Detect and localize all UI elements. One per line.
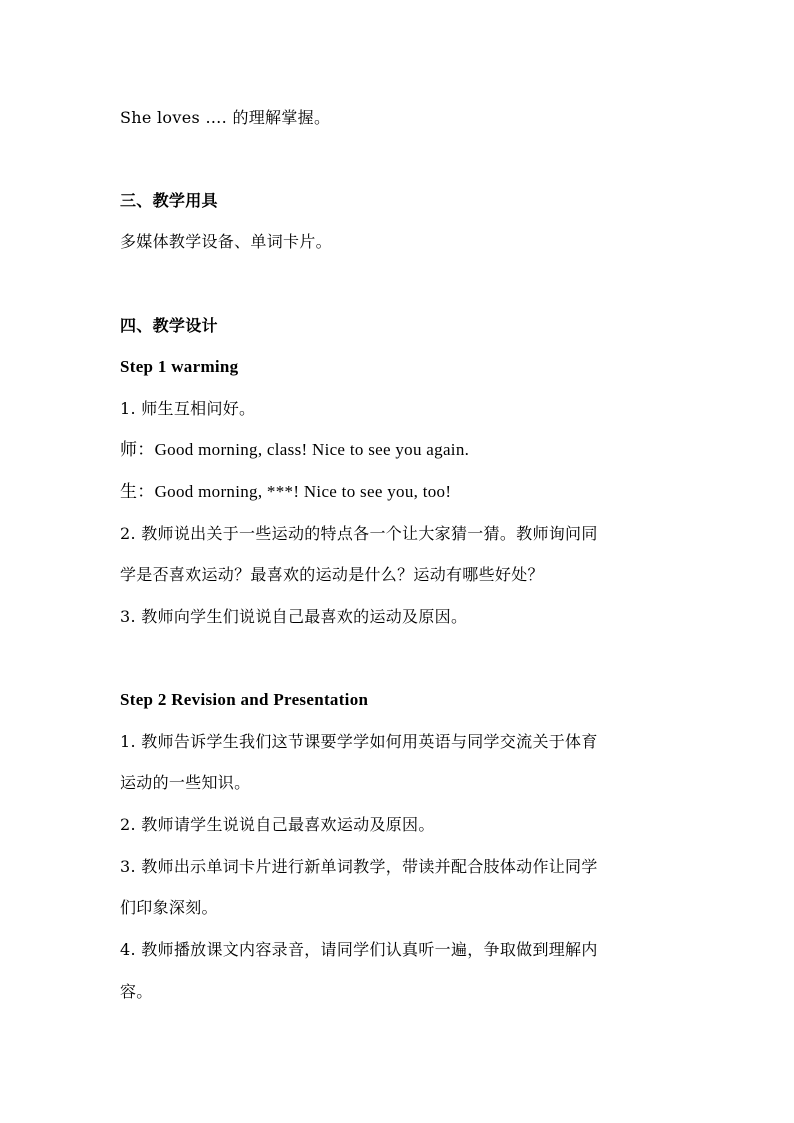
step-2-title: Step 2 Revision and Presentation xyxy=(120,690,369,709)
intro-text: She loves …. 的理解掌握。 xyxy=(120,108,331,127)
step-2-item-2: 2. 教师请学生说说自己最喜欢运动及原因。 xyxy=(120,815,435,834)
intro-line xyxy=(120,108,680,128)
step-1-item-1: 1. 师生互相问好。 xyxy=(120,399,256,418)
step-1-title: Step 1 warming xyxy=(120,357,239,376)
step-2-item-1-line-1: 1. 教师告诉学生我们这节课要学学如何用英语与同学交流关于体育 xyxy=(120,732,598,751)
section-3-heading: 三、教学用具 xyxy=(120,191,218,210)
step-2-item-4-line-1: 4. 教师播放课文内容录音，请同学们认真听一遍，争取做到理解内 xyxy=(120,940,598,959)
step-1-student-line: 生：Good morning, ***! Nice to see you, too! xyxy=(120,482,452,501)
step-2-item-4-line-2: 容。 xyxy=(120,982,153,1001)
step-2-item-3-line-1: 3. 教师出示单词卡片进行新单词教学，带读并配合肢体动作让同学 xyxy=(120,857,598,876)
step-2-item-3-line-2: 们印象深刻。 xyxy=(120,898,218,917)
step-1-item-2-line-1: 2. 教师说出关于一些运动的特点各一个让大家猜一猜。教师询问同 xyxy=(120,524,598,543)
step-2-item-1-line-2: 运动的一些知识。 xyxy=(120,773,251,792)
step-1-teacher-line: 师：Good morning, class! Nice to see you again. xyxy=(120,440,470,459)
step-1-item-2-line-2: 学是否喜欢运动？最喜欢的运动是什么？运动有哪些好处？ xyxy=(120,565,544,584)
section-3-text: 多媒体教学设备、单词卡片。 xyxy=(120,232,332,251)
step-1-item-3: 3. 教师向学生们说说自己最喜欢的运动及原因。 xyxy=(120,607,468,626)
section-4-heading: 四、教学设计 xyxy=(120,316,218,335)
